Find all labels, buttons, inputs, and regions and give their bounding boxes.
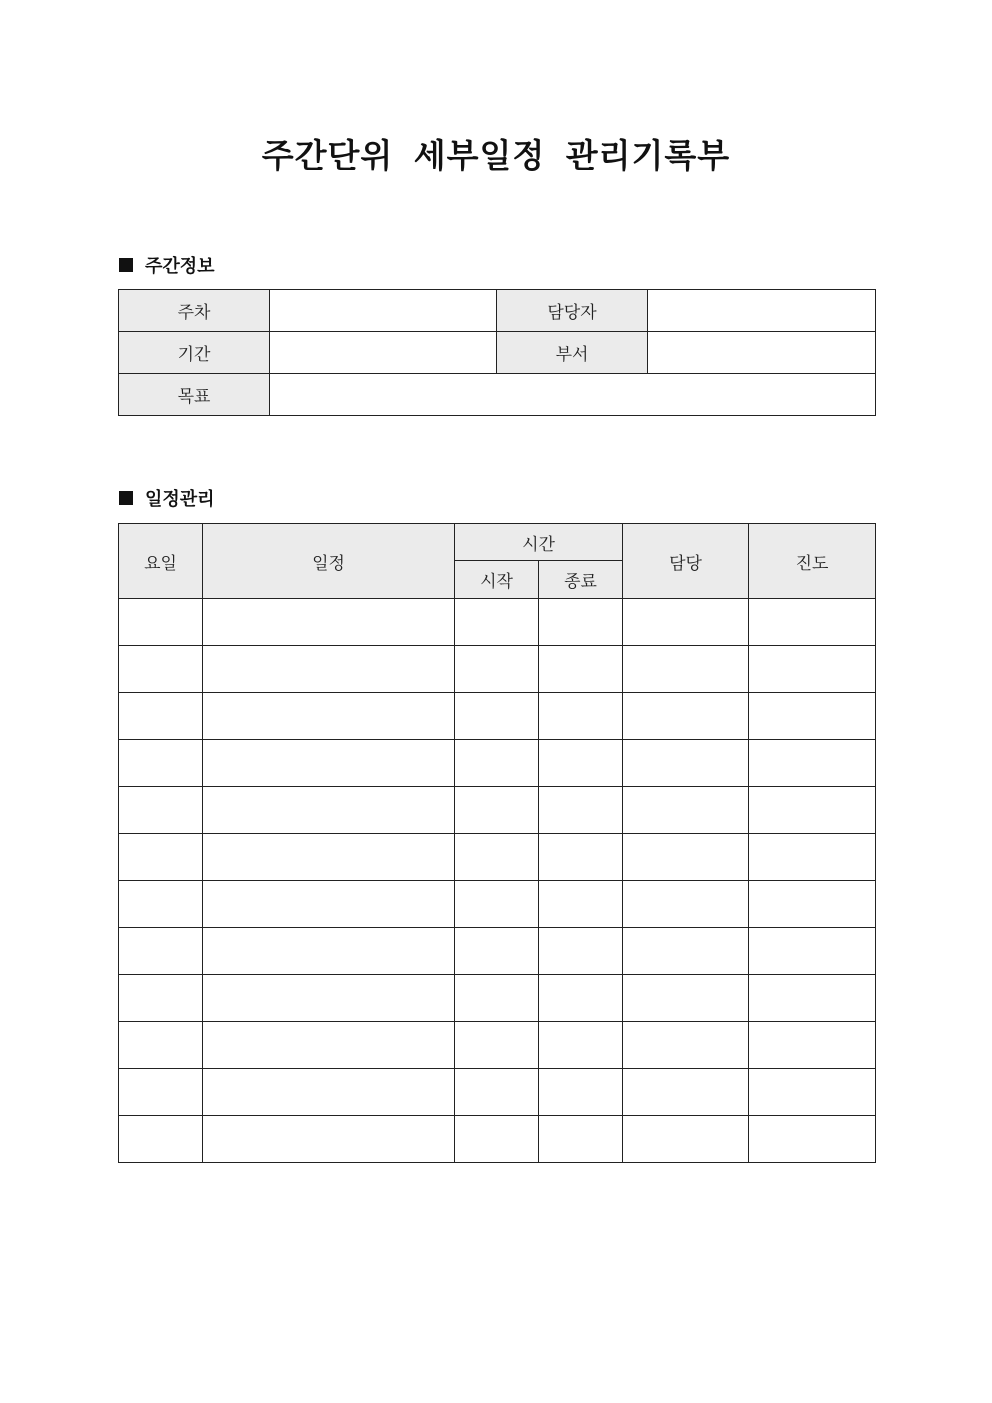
progress-cell[interactable]	[749, 787, 876, 834]
day-cell[interactable]	[119, 787, 203, 834]
assignee-cell[interactable]	[623, 1069, 749, 1116]
period-field[interactable]	[270, 332, 497, 374]
week-label: 주차	[119, 290, 270, 332]
assignee-cell[interactable]	[623, 881, 749, 928]
start-cell[interactable]	[455, 975, 539, 1022]
assignee-cell[interactable]	[623, 1022, 749, 1069]
schedule-cell[interactable]	[203, 599, 455, 646]
schedule-heading-text: 일정관리	[145, 489, 215, 510]
square-bullet-icon	[119, 258, 133, 272]
start-cell[interactable]	[455, 1069, 539, 1116]
day-cell[interactable]	[119, 928, 203, 975]
day-cell[interactable]	[119, 834, 203, 881]
day-column-header: 요일	[119, 524, 203, 599]
goal-label: 목표	[119, 374, 270, 416]
table-row	[119, 975, 876, 1022]
table-row	[119, 834, 876, 881]
table-row	[119, 928, 876, 975]
period-department-row	[119, 332, 876, 374]
end-cell[interactable]	[539, 1022, 623, 1069]
end-cell[interactable]	[539, 787, 623, 834]
table-row	[119, 1022, 876, 1069]
table-row	[119, 1116, 876, 1163]
period-label: 기간	[119, 332, 270, 374]
manager-field[interactable]	[648, 290, 876, 332]
time-column-header: 시간	[455, 524, 623, 561]
progress-cell[interactable]	[749, 740, 876, 787]
schedule-cell[interactable]	[203, 834, 455, 881]
progress-cell[interactable]	[749, 599, 876, 646]
weekly-info-heading-text: 주간정보	[145, 256, 215, 277]
square-bullet-icon	[119, 491, 133, 505]
assignee-cell[interactable]	[623, 928, 749, 975]
day-cell[interactable]	[119, 693, 203, 740]
schedule-cell[interactable]	[203, 928, 455, 975]
end-column-header: 종료	[539, 561, 623, 599]
weekly-info-heading	[119, 252, 215, 278]
assignee-cell[interactable]	[623, 975, 749, 1022]
assignee-cell[interactable]	[623, 693, 749, 740]
page-title: 주간단위 세부일정 관리기록부	[261, 136, 731, 175]
schedule-cell[interactable]	[203, 740, 455, 787]
start-cell[interactable]	[455, 881, 539, 928]
schedule-cell[interactable]	[203, 1069, 455, 1116]
assignee-cell[interactable]	[623, 646, 749, 693]
end-cell[interactable]	[539, 881, 623, 928]
progress-cell[interactable]	[749, 693, 876, 740]
progress-cell[interactable]	[749, 834, 876, 881]
table-row	[119, 693, 876, 740]
assignee-cell[interactable]	[623, 740, 749, 787]
start-cell[interactable]	[455, 646, 539, 693]
schedule-cell[interactable]	[203, 1116, 455, 1163]
assignee-column-header: 담당	[623, 524, 749, 599]
day-cell[interactable]	[119, 740, 203, 787]
week-manager-row	[119, 290, 876, 332]
day-cell[interactable]	[119, 1116, 203, 1163]
assignee-cell[interactable]	[623, 834, 749, 881]
start-cell[interactable]	[455, 599, 539, 646]
schedule-cell[interactable]	[203, 881, 455, 928]
department-label: 부서	[497, 332, 648, 374]
start-cell[interactable]	[455, 740, 539, 787]
progress-cell[interactable]	[749, 1116, 876, 1163]
day-cell[interactable]	[119, 1069, 203, 1116]
manager-label: 담당자	[497, 290, 648, 332]
progress-cell[interactable]	[749, 1022, 876, 1069]
schedule-table	[118, 523, 876, 1163]
assignee-cell[interactable]	[623, 787, 749, 834]
table-row	[119, 599, 876, 646]
table-row	[119, 646, 876, 693]
start-column-header: 시작	[455, 561, 539, 599]
day-cell[interactable]	[119, 599, 203, 646]
end-cell[interactable]	[539, 646, 623, 693]
table-row	[119, 1069, 876, 1116]
start-cell[interactable]	[455, 1022, 539, 1069]
department-field[interactable]	[648, 332, 876, 374]
start-cell[interactable]	[455, 1116, 539, 1163]
end-cell[interactable]	[539, 599, 623, 646]
day-cell[interactable]	[119, 881, 203, 928]
schedule-cell[interactable]	[203, 975, 455, 1022]
progress-cell[interactable]	[749, 928, 876, 975]
day-cell[interactable]	[119, 975, 203, 1022]
end-cell[interactable]	[539, 834, 623, 881]
start-cell[interactable]	[455, 693, 539, 740]
end-cell[interactable]	[539, 693, 623, 740]
progress-cell[interactable]	[749, 1069, 876, 1116]
end-cell[interactable]	[539, 1116, 623, 1163]
assignee-cell[interactable]	[623, 1116, 749, 1163]
progress-cell[interactable]	[749, 881, 876, 928]
schedule-cell[interactable]	[203, 693, 455, 740]
table-row	[119, 787, 876, 834]
assignee-cell[interactable]	[623, 599, 749, 646]
progress-column-header: 진도	[749, 524, 876, 599]
progress-cell[interactable]	[749, 975, 876, 1022]
end-cell[interactable]	[539, 740, 623, 787]
week-field[interactable]	[270, 290, 497, 332]
end-cell[interactable]	[539, 975, 623, 1022]
table-row	[119, 881, 876, 928]
start-cell[interactable]	[455, 928, 539, 975]
schedule-cell[interactable]	[203, 646, 455, 693]
end-cell[interactable]	[539, 928, 623, 975]
progress-cell[interactable]	[749, 646, 876, 693]
goal-row	[119, 374, 876, 416]
end-cell[interactable]	[539, 1069, 623, 1116]
day-cell[interactable]	[119, 1022, 203, 1069]
schedule-heading	[119, 485, 215, 511]
start-cell[interactable]	[455, 787, 539, 834]
start-cell[interactable]	[455, 834, 539, 881]
table-row	[119, 740, 876, 787]
schedule-cell[interactable]	[203, 1022, 455, 1069]
goal-field[interactable]	[270, 374, 876, 416]
schedule-cell[interactable]	[203, 787, 455, 834]
schedule-column-header: 일정	[203, 524, 455, 599]
day-cell[interactable]	[119, 646, 203, 693]
weekly-info-table	[118, 289, 876, 416]
schedule-header-row	[119, 524, 876, 561]
